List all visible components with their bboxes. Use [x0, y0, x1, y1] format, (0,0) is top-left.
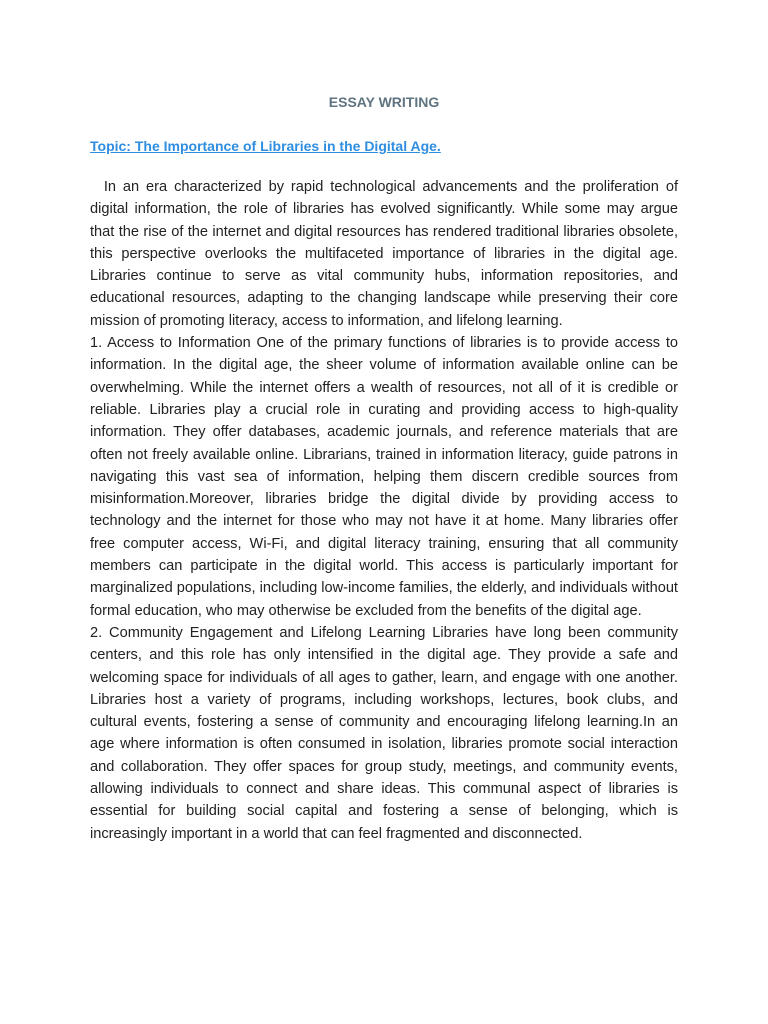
intro-paragraph: In an era characterized by rapid technological advancements and the proliferation of digital information, the role of libraries has evolved significantly. While some may argue that the rise of the internet and digital resources has rendered traditional libraries obsolete, this perspective overlooks the multifaceted importance of libraries in the digital age. Libraries continue to serve as vital community hubs, information repositories, and educational resources, adapting to the changing landscape while preserving their core mission of promoting literacy, access to information, and lifelong learning.: [90, 179, 683, 329]
essay-title: ESSAY WRITING: [328, 94, 440, 110]
section-community-engagement: 2. Community Engagement and Lifelong Learning Libraries have long been community centers, and this role has only intensified in the digital age. They provide a safe and welcoming space for individuals of all ages to gather, learn, and engage with one another. Libraries host a variety of programs, including workshops, lectures, book clubs, and cultural events, fostering a sense of community and encouraging lifelong learning.In an age where information is often consumed in isolation, libraries promote social interaction and collaboration. They offer spaces for group study, meetings, and community events, allowing individuals to connect and share ideas. This communal aspect of libraries is essential for building social capital and fostering a sense of belonging, which is increasingly important in a world that can feel fragmented and disconnected.: [90, 624, 678, 842]
section-access-to-information: 1. Access to Information One of the primary functions of libraries is to provide access to information. In the digital age, the sheer volume of information available online can be overwhelming. While the internet offers a wealth of resources, not all of it is credible or reliable. Libraries play a crucial role in curating and providing access to high-quality information. They offer databases, academic journals, and reference materials that are often not freely available online. Librarians, trained in information literacy, guide patrons in navigating this vast sea of information, helping them discern credible sources from misinformation.Moreover, libraries bridge the digital divide by providing access to technology and the internet for those who may not have it at home. Many libraries offer free computer access, Wi-Fi, and digital literacy training, ensuring that all community members can participate in the digital world. This access is particularly important for marginalized populations, including low-income families, the elderly, and individuals without formal education, who may otherwise be excluded from the benefits of the digital age.: [90, 335, 678, 619]
topic-link[interactable]: Topic: The Importance of Libraries in the Digital Age.: [90, 138, 441, 154]
essay-body: [90, 176, 683, 845]
document-page: [90, 88, 683, 845]
